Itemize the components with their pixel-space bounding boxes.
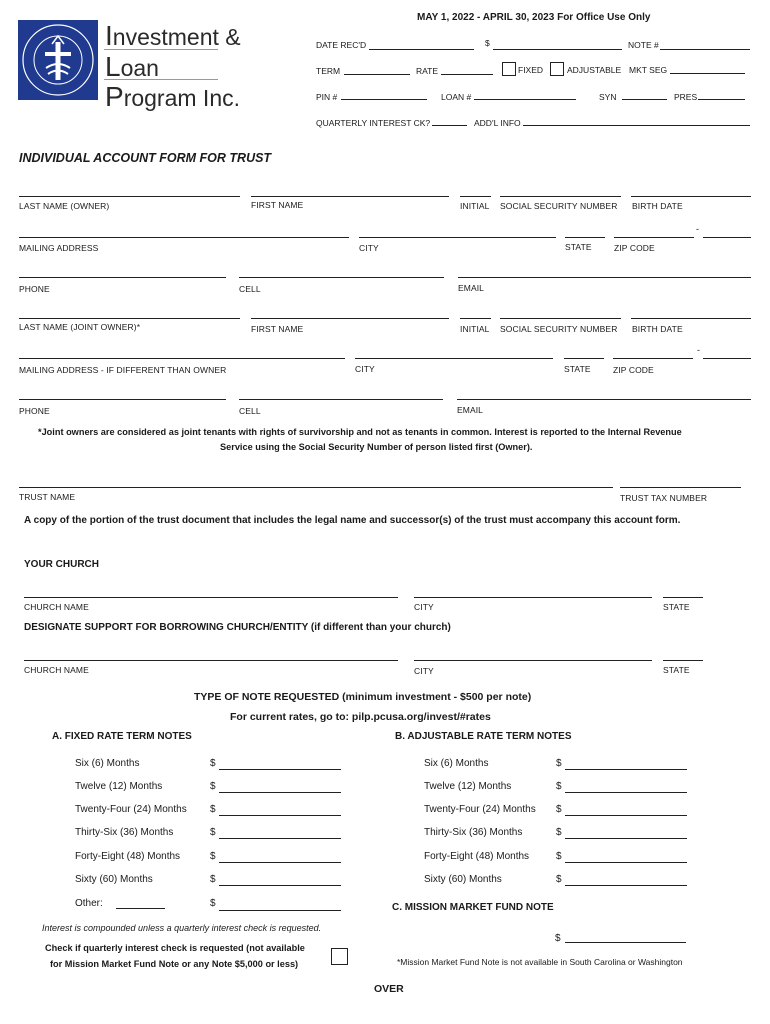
current-rates-link[interactable]: For current rates, go to: pilp.pcusa.org/invest/#rates xyxy=(230,711,491,723)
owner-zip-field[interactable] xyxy=(614,237,694,238)
owner-phone-field[interactable] xyxy=(19,277,226,278)
fixed-dollar-sign: $ xyxy=(210,851,216,862)
rate-label: RATE xyxy=(416,66,439,76)
presbyterian-seal xyxy=(18,20,98,100)
fixed-label: FIXED xyxy=(518,65,544,75)
joint-state-field[interactable] xyxy=(564,358,604,359)
fixed-dollar-sign: $ xyxy=(210,758,216,769)
form-title: INDIVIDUAL ACCOUNT FORM FOR TRUST xyxy=(19,151,272,165)
trust-name-field[interactable] xyxy=(19,487,613,488)
owner-state-field[interactable] xyxy=(565,237,605,238)
designate-city-label: CITY xyxy=(414,666,434,676)
joint-first-name-label: FIRST NAME xyxy=(251,324,304,334)
fixed-dollar-sign: $ xyxy=(210,781,216,792)
term-label: TERM xyxy=(316,66,341,76)
syn-field[interactable] xyxy=(622,99,667,100)
joint-zip-dash: - xyxy=(697,345,700,355)
fixed-term-label: Thirty-Six (36) Months xyxy=(75,827,174,838)
pres-field[interactable] xyxy=(698,99,745,100)
logo-line-loan: Loan xyxy=(105,51,159,82)
logo-rule xyxy=(104,49,218,50)
owner-state-label: STATE xyxy=(565,242,592,252)
fixed-term-label: Sixty (60) Months xyxy=(75,874,153,885)
joint-last-name-label: LAST NAME (JOINT OWNER)* xyxy=(19,322,141,332)
logo-line-investment: Investment & xyxy=(105,20,241,51)
church-state-field[interactable] xyxy=(663,597,703,598)
adjustable-term-label: Twelve (12) Months xyxy=(424,781,512,792)
adjustable-dollar-sign: $ xyxy=(556,804,562,815)
adjustable-amount-field[interactable] xyxy=(565,769,687,770)
trust-name-label: TRUST NAME xyxy=(19,492,76,502)
fixed-checkbox[interactable] xyxy=(502,62,516,76)
joint-zip-ext-field[interactable] xyxy=(703,358,751,359)
adjustable-amount-field[interactable] xyxy=(565,838,687,839)
quarterly-label: QUARTERLY INTEREST CK? xyxy=(316,118,431,128)
trust-copy-note: A copy of the portion of the trust document that includes the legal name and successor(s) of the trust must accompany this account form. xyxy=(24,515,681,526)
fixed-amount-field[interactable] xyxy=(219,815,341,816)
trust-tax-label: TRUST TAX NUMBER xyxy=(620,493,708,503)
quarterly-check-line2: for Mission Market Fund Note or any Note $5,000 or less) xyxy=(50,959,299,969)
pin-label: PIN # xyxy=(316,92,338,102)
joint-city-label: CITY xyxy=(355,364,375,374)
owner-birth-label: BIRTH DATE xyxy=(632,201,683,211)
addl-info-field[interactable] xyxy=(523,125,750,126)
joint-zip-field[interactable] xyxy=(613,358,693,359)
fixed-rate-heading: A. FIXED RATE TERM NOTES xyxy=(52,731,192,742)
date-recd-field[interactable] xyxy=(369,49,474,50)
joint-phone-label: PHONE xyxy=(19,406,50,416)
joint-initial-field[interactable] xyxy=(460,318,491,319)
adjustable-label: ADJUSTABLE xyxy=(567,65,622,75)
logo-rule-2 xyxy=(104,79,218,80)
joint-first-name-field[interactable] xyxy=(251,318,449,319)
fixed-other-amount-field[interactable] xyxy=(219,910,341,911)
adjustable-amount-field[interactable] xyxy=(565,885,687,886)
owner-first-name-field[interactable] xyxy=(251,196,449,197)
joint-state-label: STATE xyxy=(564,364,591,374)
fixed-term-label: Six (6) Months xyxy=(75,758,140,769)
fixed-term-label: Forty-Eight (48) Months xyxy=(75,851,181,862)
joint-zip-label: ZIP CODE xyxy=(613,365,654,375)
term-field[interactable] xyxy=(344,74,410,75)
joint-mailing-label: MAILING ADDRESS - IF DIFFERENT THAN OWNER xyxy=(19,365,227,375)
adjustable-dollar-sign: $ xyxy=(556,781,562,792)
office-amount-field[interactable] xyxy=(493,49,622,50)
seal-icon xyxy=(18,20,98,100)
fixed-amount-field[interactable] xyxy=(219,885,341,886)
joint-email-field[interactable] xyxy=(457,399,751,400)
owner-zip-ext-field[interactable] xyxy=(703,237,751,238)
owner-city-label: CITY xyxy=(359,243,379,253)
mission-market-heading: C. MISSION MARKET FUND NOTE xyxy=(392,902,554,913)
adjustable-term-label: Twenty-Four (24) Months xyxy=(424,804,536,815)
designate-church-name-field[interactable] xyxy=(24,660,398,661)
addl-info-label: ADD'L INFO xyxy=(474,118,521,128)
adjustable-amount-field[interactable] xyxy=(565,792,687,793)
designate-city-field[interactable] xyxy=(414,660,652,661)
note-no-field[interactable] xyxy=(660,49,750,50)
adjustable-checkbox[interactable] xyxy=(550,62,564,76)
owner-mailing-field[interactable] xyxy=(19,237,349,238)
owner-first-name-label: FIRST NAME xyxy=(251,200,304,210)
owner-cell-field[interactable] xyxy=(239,277,444,278)
pin-field[interactable] xyxy=(341,99,427,100)
fixed-amount-field[interactable] xyxy=(219,769,341,770)
mkt-seg-field[interactable] xyxy=(670,73,745,74)
joint-birth-field[interactable] xyxy=(631,318,751,319)
owner-cell-label: CELL xyxy=(239,284,261,294)
owner-city-field[interactable] xyxy=(359,237,556,238)
pres-label: PRES xyxy=(674,92,698,102)
owner-ssn-label: SOCIAL SECURITY NUMBER xyxy=(500,201,618,211)
owner-email-label: EMAIL xyxy=(458,283,485,293)
owner-ssn-field[interactable] xyxy=(500,196,621,197)
adjustable-amount-field[interactable] xyxy=(565,862,687,863)
adjustable-term-label: Six (6) Months xyxy=(424,758,489,769)
joint-ssn-label: SOCIAL SECURITY NUMBER xyxy=(500,324,618,334)
owner-zip-dash: - xyxy=(696,224,699,234)
over-label: OVER xyxy=(374,983,404,995)
joint-initial-label: INITIAL xyxy=(460,324,490,334)
loan-label: LOAN # xyxy=(441,92,472,102)
joint-owner-note-line1: *Joint owners are considered as joint tenants with rights of survivorship and not as tenants in common. Interest is reported to the Internal Revenue xyxy=(38,427,682,437)
joint-cell-label: CELL xyxy=(239,406,261,416)
type-of-note-heading: TYPE OF NOTE REQUESTED (minimum investment - $500 per note) xyxy=(194,691,532,703)
owner-last-name-label: LAST NAME (OWNER) xyxy=(19,201,110,211)
fixed-other-dollar: $ xyxy=(210,898,216,909)
fixed-term-label: Twelve (12) Months xyxy=(75,781,163,792)
adjustable-rate-heading: B. ADJUSTABLE RATE TERM NOTES xyxy=(395,731,572,742)
adjustable-dollar-sign: $ xyxy=(556,851,562,862)
joint-mailing-field[interactable] xyxy=(19,358,345,359)
office-dollar-label: $ xyxy=(485,38,490,48)
church-name-field[interactable] xyxy=(24,597,398,598)
joint-phone-field[interactable] xyxy=(19,399,226,400)
office-use-header: MAY 1, 2022 - APRIL 30, 2023 For Office Use Only xyxy=(417,12,651,23)
fixed-amount-field[interactable] xyxy=(219,838,341,839)
joint-city-field[interactable] xyxy=(355,358,553,359)
owner-phone-label: PHONE xyxy=(19,284,50,294)
owner-last-name-field[interactable] xyxy=(19,196,240,197)
adjustable-term-label: Forty-Eight (48) Months xyxy=(424,851,530,862)
note-no-label: NOTE # xyxy=(628,40,659,50)
syn-label: SYN xyxy=(599,92,617,102)
owner-zip-label: ZIP CODE xyxy=(614,243,655,253)
date-recd-label: DATE REC'D xyxy=(316,40,367,50)
adjustable-dollar-sign: $ xyxy=(556,827,562,838)
joint-birth-label: BIRTH DATE xyxy=(632,324,683,334)
adjustable-dollar-sign: $ xyxy=(556,874,562,885)
owner-initial-label: INITIAL xyxy=(460,201,490,211)
mission-availability-note: *Mission Market Fund Note is not available in South Carolina or Washington xyxy=(397,957,683,967)
designate-state-label: STATE xyxy=(663,665,690,675)
quarterly-check-line1: Check if quarterly interest check is requested (not available xyxy=(45,943,305,953)
church-city-label: CITY xyxy=(414,602,434,612)
owner-initial-field[interactable] xyxy=(460,196,491,197)
designate-state-field[interactable] xyxy=(663,660,703,661)
your-church-heading: YOUR CHURCH xyxy=(24,559,99,570)
joint-last-name-field[interactable] xyxy=(19,318,240,319)
quarterly-field[interactable] xyxy=(432,125,467,126)
adjustable-amount-field[interactable] xyxy=(565,815,687,816)
fixed-amount-field[interactable] xyxy=(219,862,341,863)
fixed-dollar-sign: $ xyxy=(210,874,216,885)
mission-dollar: $ xyxy=(555,933,561,944)
mission-amount-field[interactable] xyxy=(565,942,686,943)
owner-mailing-label: MAILING ADDRESS xyxy=(19,243,99,253)
trust-tax-field[interactable] xyxy=(620,487,741,488)
adjustable-term-label: Sixty (60) Months xyxy=(424,874,502,885)
loan-field[interactable] xyxy=(474,99,576,100)
mkt-seg-label: MKT SEG xyxy=(629,65,668,75)
church-city-field[interactable] xyxy=(414,597,652,598)
logo-line-program: Program Inc. xyxy=(105,81,241,112)
joint-email-label: EMAIL xyxy=(457,405,484,415)
adjustable-term-label: Thirty-Six (36) Months xyxy=(424,827,523,838)
church-name-label: CHURCH NAME xyxy=(24,602,89,612)
adjustable-dollar-sign: $ xyxy=(556,758,562,769)
fixed-amount-field[interactable] xyxy=(219,792,341,793)
compounded-note: Interest is compounded unless a quarterly interest check is requested. xyxy=(42,923,322,933)
joint-cell-field[interactable] xyxy=(239,399,443,400)
fixed-dollar-sign: $ xyxy=(210,827,216,838)
fixed-dollar-sign: $ xyxy=(210,804,216,815)
designate-church-name-label: CHURCH NAME xyxy=(24,665,89,675)
fixed-other-label: Other: xyxy=(75,898,103,909)
joint-owner-note-line2: Service using the Social Security Number of person listed first (Owner). xyxy=(220,442,533,452)
joint-ssn-field[interactable] xyxy=(500,318,621,319)
quarterly-interest-checkbox[interactable] xyxy=(331,948,348,965)
fixed-term-label: Twenty-Four (24) Months xyxy=(75,804,187,815)
church-state-label: STATE xyxy=(663,602,690,612)
designate-support-heading: DESIGNATE SUPPORT FOR BORROWING CHURCH/ENTITY (if different than your church) xyxy=(24,622,451,633)
owner-birth-field[interactable] xyxy=(631,196,751,197)
rate-field[interactable] xyxy=(441,74,493,75)
owner-email-field[interactable] xyxy=(458,277,751,278)
fixed-other-term-field[interactable] xyxy=(116,908,165,909)
